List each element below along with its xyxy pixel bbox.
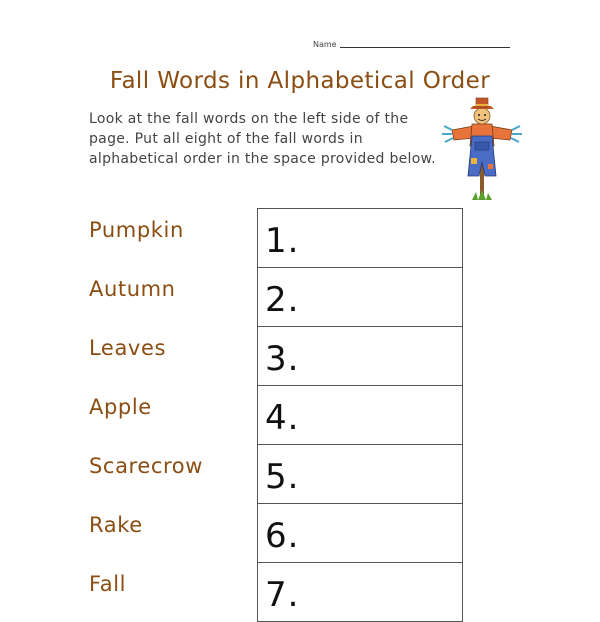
instructions-line-3: alphabetical order in the space provided below.	[89, 151, 436, 167]
page-title: Fall Words in Alphabetical Order	[109, 68, 491, 94]
answer-number: 7.	[265, 575, 300, 615]
answer-box-5[interactable]	[257, 444, 463, 504]
instructions-line-2: page. Put all eight of the fall words in	[89, 131, 363, 147]
instructions-line-1: Look at the fall words on the left side of the	[89, 111, 409, 127]
word-item: Autumn	[89, 277, 176, 301]
answer-number: 3.	[265, 339, 300, 379]
answer-number: 5.	[265, 457, 300, 497]
answer-number: 2.	[265, 280, 300, 320]
answer-box-2[interactable]	[257, 267, 463, 327]
answer-number: 6.	[265, 516, 300, 556]
scarecrow-icon	[440, 96, 524, 204]
answer-number: 1.	[265, 221, 300, 261]
answer-box-6[interactable]	[257, 503, 463, 563]
word-item: Leaves	[89, 336, 167, 360]
instructions	[89, 109, 434, 169]
name-field	[313, 40, 510, 49]
word-item: Rake	[89, 513, 143, 537]
answer-box-7[interactable]	[257, 562, 463, 622]
word-item: Apple	[89, 395, 152, 419]
word-item: Fall	[89, 572, 127, 596]
word-item: Pumpkin	[89, 218, 184, 242]
name-line[interactable]	[340, 47, 510, 48]
answer-box-4[interactable]	[257, 385, 463, 445]
name-label: Name	[313, 40, 337, 49]
answer-number: 4.	[265, 398, 300, 438]
answer-box-3[interactable]	[257, 326, 463, 386]
answer-box-1[interactable]	[257, 208, 463, 268]
word-item: Scarecrow	[89, 454, 203, 478]
